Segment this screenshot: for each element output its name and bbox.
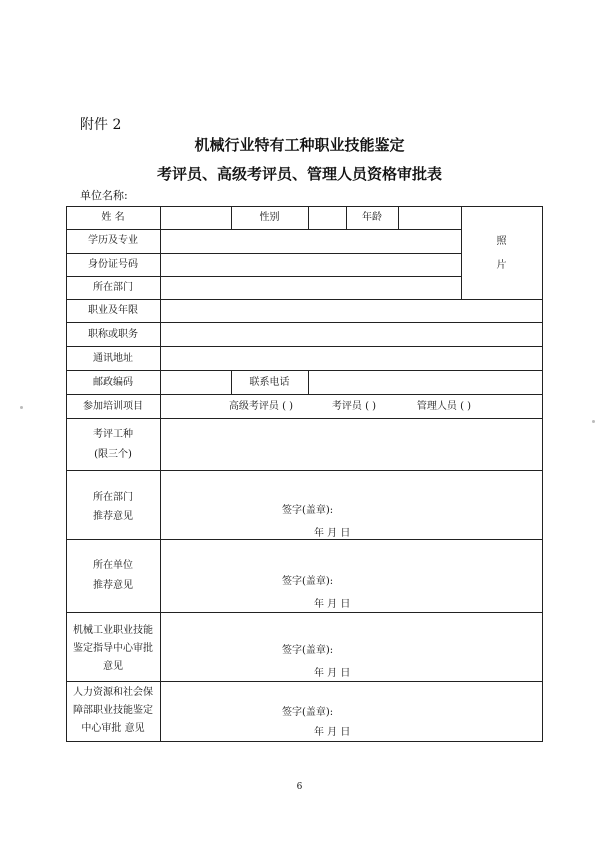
center-approval-label: 机械工业职业技能 xyxy=(73,625,153,636)
age-field[interactable] xyxy=(399,207,461,229)
photo-label-char-2: 片 xyxy=(496,260,507,271)
training-option-senior-examiner[interactable]: 高级考评员 ( ) xyxy=(228,401,294,412)
department-field[interactable] xyxy=(161,277,461,299)
unit-date-label: 年 月 日 xyxy=(314,599,351,610)
occupation-label: 职业及年限 xyxy=(88,305,138,316)
ministry-signature-label: 签字(盖章): xyxy=(282,707,334,718)
center-date-label: 年 月 日 xyxy=(314,668,351,679)
department-label: 所在部门 xyxy=(93,282,133,293)
scan-speck xyxy=(20,406,23,409)
phone-label: 联系电话 xyxy=(249,377,290,388)
work-type-limit-label: (限三个) xyxy=(94,449,132,460)
gender-label: 性别 xyxy=(259,212,280,223)
address-label: 通讯地址 xyxy=(93,353,133,364)
ministry-approval-label-3: 中心审批 意见 xyxy=(81,723,145,734)
ministry-approval-label: 人力资源和社会保 xyxy=(73,687,153,698)
name-label: 姓 名 xyxy=(101,212,125,223)
photo-label-char-1: 照 xyxy=(496,236,507,247)
postcode-field[interactable] xyxy=(161,371,231,394)
id-number-field[interactable] xyxy=(161,254,461,276)
education-label: 学历及专业 xyxy=(88,235,138,246)
center-signature-label: 签字(盖章): xyxy=(282,645,334,656)
name-field[interactable] xyxy=(161,207,231,229)
id-number-label: 身份证号码 xyxy=(88,259,138,270)
dept-signature-label: 签字(盖章): xyxy=(282,505,334,516)
photo-box[interactable] xyxy=(462,207,542,299)
ministry-approval-label-2: 障部职业技能鉴定 xyxy=(73,705,153,716)
education-field[interactable] xyxy=(161,230,461,253)
unit-name-label: 单位名称: xyxy=(80,189,128,202)
scan-speck-right xyxy=(592,420,595,423)
unit-recommendation-label-2: 推荐意见 xyxy=(93,580,133,591)
job-title-field[interactable] xyxy=(161,323,542,346)
page-number: 6 xyxy=(296,782,303,792)
postcode-label: 邮政编码 xyxy=(93,377,133,388)
job-title-label: 职称或职务 xyxy=(88,329,138,340)
dept-recommendation-label-2: 推荐意见 xyxy=(93,511,133,522)
unit-signature-label: 签字(盖章): xyxy=(282,576,334,587)
gender-field[interactable] xyxy=(309,207,346,229)
training-option-manager[interactable]: 管理人员 ( ) xyxy=(416,401,472,412)
center-approval-label-3: 意见 xyxy=(103,661,123,672)
address-field[interactable] xyxy=(161,347,542,370)
unit-recommendation-label: 所在单位 xyxy=(93,560,133,571)
attachment-label: 附件 2 xyxy=(80,117,122,133)
age-label: 年龄 xyxy=(362,212,382,223)
ministry-date-label: 年 月 日 xyxy=(314,727,351,738)
dept-recommendation-label: 所在部门 xyxy=(93,492,133,503)
dept-date-label: 年 月 日 xyxy=(314,528,351,539)
phone-field[interactable] xyxy=(309,371,542,394)
training-option-examiner[interactable]: 考评员 ( ) xyxy=(331,401,377,412)
form-title-line-1: 机械行业特有工种职业技能鉴定 xyxy=(194,136,405,154)
form-title-line-2: 考评员、高级考评员、管理人员资格审批表 xyxy=(156,165,442,183)
training-label: 参加培训项目 xyxy=(83,401,143,412)
center-approval-label-2: 鉴定指导中心审批 xyxy=(73,643,153,654)
work-type-label: 考评工种 xyxy=(93,429,133,440)
occupation-field[interactable] xyxy=(161,300,542,322)
work-type-field[interactable] xyxy=(161,419,542,470)
